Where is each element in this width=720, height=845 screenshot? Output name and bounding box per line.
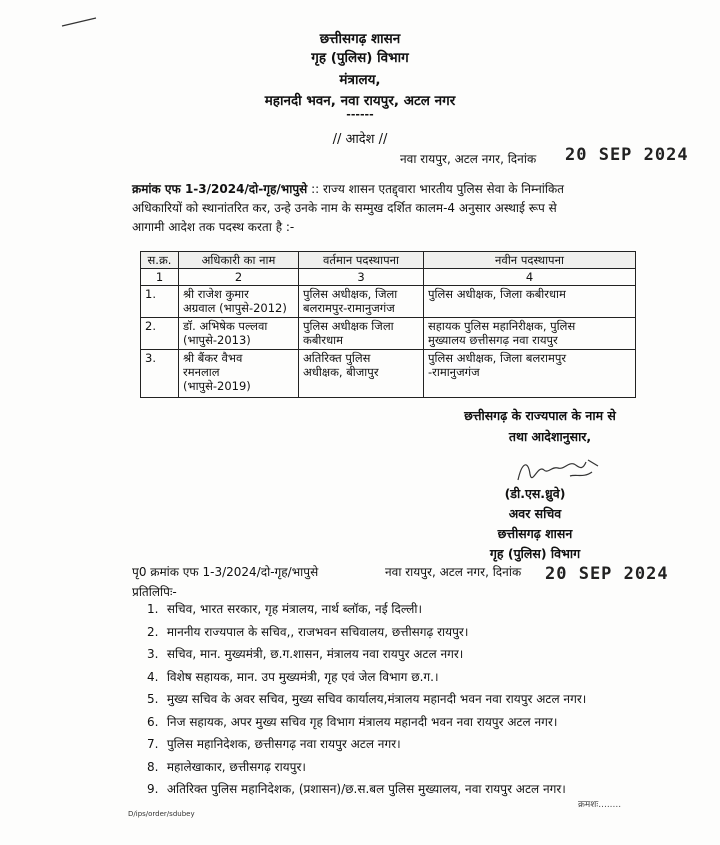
officer-name-line: (भापुसे-2019) — [183, 379, 251, 393]
new-posting-line: पुलिस अधीक्षक, जिला कबीरधाम — [428, 287, 566, 301]
list-item-text: पुलिस महानिदेशक, छत्तीसगढ़ नवा रायपुर अटल नगर। — [166, 737, 401, 751]
table-row — [141, 350, 636, 398]
officer-name — [179, 350, 299, 398]
new-posting-line: मुख्यालय छत्तीसगढ़ नवा रायपुर — [428, 333, 558, 347]
header-ministry: मंत्रालय, — [339, 72, 381, 88]
row-sno: 2. — [141, 318, 179, 350]
col-number: 4 — [424, 269, 636, 286]
copy-heading: प्रतिलिपिः- — [132, 585, 177, 599]
list-item-text: सचिव, भारत सरकार, गृह मंत्रालय, नार्थ ब्लॉक, नई दिल्ली। — [166, 602, 423, 616]
table-colnum-row — [141, 269, 636, 286]
officer-name-line: अग्रवाल (भापुसे-2012) — [183, 301, 287, 315]
order-text-line2: अधिकारियों को स्थानांतरित कर, उन्हे उनके नाम के सम्मुख दर्शित कालम-4 अनुसार अस्थाई रूप से — [132, 201, 557, 215]
officer-name-line: रमनलाल — [183, 365, 220, 379]
header-address: महानदी भवन, नवा रायपुर, अटल नगर — [264, 93, 456, 109]
col-header-sno: स.क्र. — [141, 252, 179, 269]
officer-name-line: (भापुसे-2013) — [183, 333, 251, 347]
header-rule: ------ — [346, 108, 374, 121]
copy-place-date: नवा रायपुर, अटल नगर, दिनांक — [385, 565, 522, 579]
order-title: // आदेश // — [332, 132, 388, 147]
col-header-current-posting: वर्तमान पदस्थापना — [299, 252, 424, 269]
order-text-line1: :: राज्य शासन एतद्द्वारा भारतीय पुलिस सेवा के निम्नांकित — [311, 182, 565, 196]
list-item-number: 7. — [147, 737, 159, 751]
order-place-date: नवा रायपुर, अटल नगर, दिनांक — [400, 152, 537, 166]
governor-order-line2: तथा आदेशानुसार, — [508, 429, 592, 444]
list-item — [147, 643, 586, 666]
current-posting — [299, 350, 424, 398]
list-item-text: सचिव, मान. मुख्यमंत्री, छ.ग.शासन, मंत्रालय नवा रायपुर अटल नगर। — [166, 647, 464, 661]
order-ref-number: क्रमांक एफ 1-3/2024/दो-गृह/भापुसे — [132, 182, 308, 196]
list-item-text: मुख्य सचिव के अवर सचिव, मुख्य सचिव कार्यालय,मंत्रालय महानदी भवन नवा रायपुर अटल नगर। — [166, 692, 587, 706]
copy-recipient-list — [147, 598, 586, 801]
list-item — [147, 666, 586, 689]
list-item-number: 9. — [147, 782, 159, 796]
order-text-line3: आगामी आदेश तक पदस्थ करता है :- — [132, 220, 295, 234]
table-header-row — [141, 252, 636, 269]
new-posting — [424, 286, 636, 318]
list-item-number: 4. — [147, 669, 159, 684]
list-item-number: 1. — [147, 602, 159, 616]
signatory-org: छत्तीसगढ़ शासन — [497, 526, 573, 541]
list-item — [147, 711, 586, 734]
current-posting-line: बलरामपुर-रामानुजगंज — [303, 301, 395, 315]
new-posting-line: -रामानुजगंज — [428, 365, 480, 379]
governor-order-line1: छत्तीसगढ़ के राज्यपाल के नाम से — [464, 408, 616, 423]
col-number: 1 — [141, 269, 179, 286]
list-item-text: विशेष सहायक, मान. उप मुख्यमंत्री, गृह एवं जेल विभाग छ.ग.। — [166, 669, 439, 684]
list-item-text: माननीय राज्यपाल के सचिव,, राजभवन सचिवालय, छत्तीसगढ़ रायपुर। — [166, 624, 469, 639]
officer-name-line: डॉ. अभिषेक पल्लवा — [183, 319, 268, 333]
row-sno: 3. — [141, 350, 179, 398]
list-item — [147, 621, 586, 644]
signatory-department: गृह (पुलिस) विभाग — [489, 546, 581, 561]
list-item — [147, 756, 586, 779]
current-posting-line: पुलिस अधीक्षक जिला — [303, 319, 394, 333]
posting-table — [140, 251, 636, 398]
list-item-text: निज सहायक, अपर मुख्य सचिव गृह विभाग मंत्रालय महानदी भवन नवा रायपुर अटल नगर। — [166, 714, 558, 729]
current-posting-line: अतिरिक्त पुलिस — [303, 351, 371, 365]
signatory-designation: अवर सचिव — [508, 506, 562, 521]
file-path: D/ips/order/sdubey — [128, 810, 195, 818]
col-header-officer: अधिकारी का नाम — [179, 252, 299, 269]
list-item-number: 6. — [147, 714, 159, 729]
list-item — [147, 598, 586, 621]
signatory-name: (डी.एस.ध्रुवे) — [504, 486, 566, 501]
list-item-number: 8. — [147, 759, 159, 774]
officer-name — [179, 318, 299, 350]
copy-date-stamp: 20 SEP 2024 — [545, 564, 669, 584]
current-posting-line: पुलिस अधीक्षक, जिला — [303, 287, 398, 301]
table-row — [141, 318, 636, 350]
pen-mark — [60, 14, 100, 30]
col-header-new-posting: नवीन पदस्थापना — [424, 252, 636, 269]
list-item-number: 2. — [147, 624, 159, 639]
table-row — [141, 286, 636, 318]
officer-name — [179, 286, 299, 318]
current-posting-line: अधीक्षक, बीजापुर — [303, 365, 379, 379]
current-posting — [299, 318, 424, 350]
list-item-text: अतिरिक्त पुलिस महानिदेशक, (प्रशासन)/छ.स.बल पुलिस मुख्यालय, नवा रायपुर अटल नगर। — [166, 782, 566, 796]
list-item — [147, 733, 586, 756]
row-sno: 1. — [141, 286, 179, 318]
list-item — [147, 688, 586, 711]
col-number: 2 — [179, 269, 299, 286]
officer-name-line: श्री बैंकर वैभव — [183, 351, 243, 365]
continuation-mark: क्रमशः........ — [578, 800, 622, 810]
officer-name-line: श्री राजेश कुमार — [183, 287, 249, 301]
copy-ref-number: पृ0 क्रमांक एफ 1-3/2024/दो-गृह/भापुसे — [132, 565, 319, 579]
list-item-number: 3. — [147, 647, 159, 661]
current-posting-line: कबीरधाम — [303, 333, 344, 347]
header-government: छत्तीसगढ़ शासन — [319, 31, 401, 47]
list-item-number: 5. — [147, 692, 159, 706]
list-item-text: महालेखाकार, छत्तीसगढ़ रायपुर। — [166, 759, 306, 774]
new-posting-line: पुलिस अधीक्षक, जिला बलरामपुर — [428, 351, 567, 365]
order-paragraph — [132, 180, 637, 237]
new-posting — [424, 318, 636, 350]
new-posting-line: सहायक पुलिस महानिरीक्षक, पुलिस — [428, 319, 576, 333]
new-posting — [424, 350, 636, 398]
current-posting — [299, 286, 424, 318]
list-item — [147, 778, 586, 801]
order-date-stamp: 20 SEP 2024 — [565, 145, 689, 165]
header-department: गृह (पुलिस) विभाग — [311, 50, 409, 66]
col-number: 3 — [299, 269, 424, 286]
